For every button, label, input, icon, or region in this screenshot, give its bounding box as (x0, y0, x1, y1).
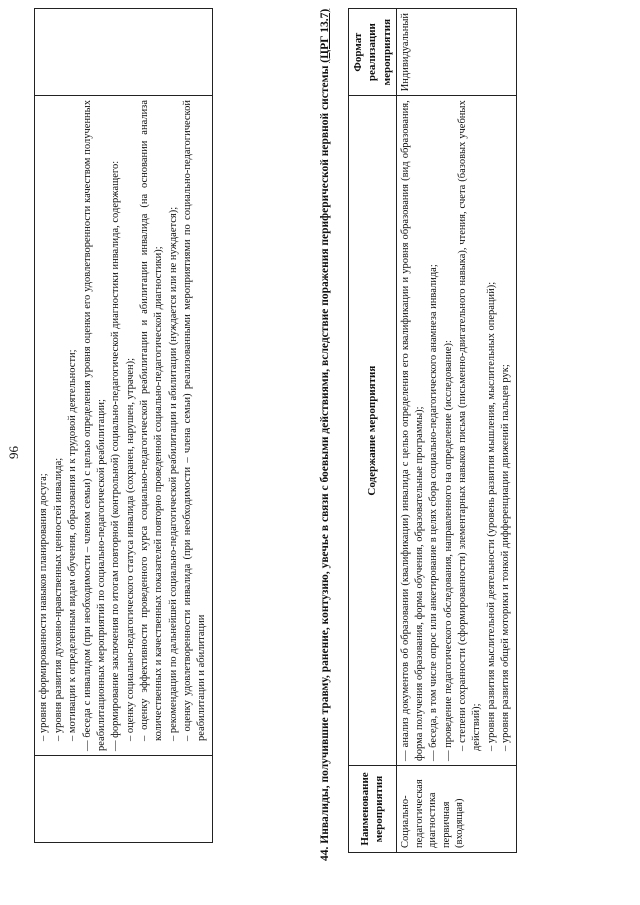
list-item: – оценку социально-педагогического статуса инвалида (сохранен, нарушен, утрачен); (124, 357, 136, 741)
list-item: – рекомендации по дальнейшей социально-педагогической реабилитации и абилитации (нуждается или не нуждается); (167, 206, 179, 741)
list-item: – оценку удовлетворенности инвалида (при необходимости – члена семьи) реализованными мероприятиями по социально-педагогической реабилитации и абилитации (182, 100, 208, 741)
section-code: (ЦРГ 13.7) (319, 8, 331, 63)
section-title: Инвалиды, получившие травму, ранение, контузию, увечье в связи с боевыми действиями, вследствие поражения периферической нервной системы (319, 65, 331, 844)
content-cell (35, 96, 213, 756)
list-item: – оценку эффективности проведенного курса социально-педагогической реабилитации и абилитации инвалида (на основании анализа количественных и качественных показателей повторно проведенной социально-педагогической диагностики); (139, 100, 165, 741)
header-row (349, 9, 397, 853)
activity-content (396, 96, 516, 766)
list-item: – уровня развития общей моторики и тонкой дифференциации движений пальцев рук; (500, 364, 512, 751)
list-item: — беседа с инвалидом (при необходимости – членом семьи) с целью определения уровня оценки его удовлетворенности качеством полученных реабилитационных мероприятий по социально-педагогической реабилитации; (81, 100, 107, 751)
list-item: — формирование заключения по итогам повторной (контрольной) социально-педагогической диагностики инвалида, содержащего: (110, 160, 122, 751)
list-item: — проведение педагогического обследования, направленного на определение (исследование): (442, 340, 454, 761)
list-item: – степени сохранности (сформированности) элементарных навыков письма (письменно-двигательного навыка), чтения, счета (базовых учебных действий); (457, 100, 483, 751)
activity-format: Индивидуальный (396, 9, 516, 96)
list-item: – уровня развития духовно-нравственных ценностей инвалида; (52, 457, 64, 741)
header-name: Наименование мероприятия (349, 766, 397, 853)
content-list (399, 100, 513, 761)
section-caption (319, 6, 333, 861)
list-item: — анализ документов об образовании (квалификации) инвалида с целью определения его квалификации и уровня образования (вид образования, форма получения образования, форма обучения, образовательные программы); (399, 100, 425, 761)
content-list (37, 100, 209, 751)
page-number: 96 (6, 446, 21, 459)
header-content: Содержание мероприятия (349, 96, 397, 766)
table-row (35, 9, 213, 843)
list-item: – уровня сформированности навыков планирования досуга; (38, 473, 49, 741)
section-number: 44. (319, 846, 331, 861)
list-item: – мотивации к определенным видам обучения, образования и к трудовой деятельности; (67, 349, 79, 741)
header-format: Формат реализации мероприятия (349, 9, 397, 96)
list-item: – уровня развития мыслительной деятельности (уровень развития мышления, мыслительных операций); (485, 281, 497, 751)
empty-format-cell (35, 9, 213, 96)
table-row (396, 9, 516, 853)
empty-name-cell (35, 756, 213, 843)
continuation-table (34, 8, 213, 843)
activities-table (348, 8, 517, 853)
list-item: — беседа, в том числе опрос или анкетирование в целях сбора социально-педагогического анамнеза инвалида; (428, 264, 440, 761)
activity-name: Социально-педагогическая диагностика первичная (входящая) (396, 766, 516, 853)
